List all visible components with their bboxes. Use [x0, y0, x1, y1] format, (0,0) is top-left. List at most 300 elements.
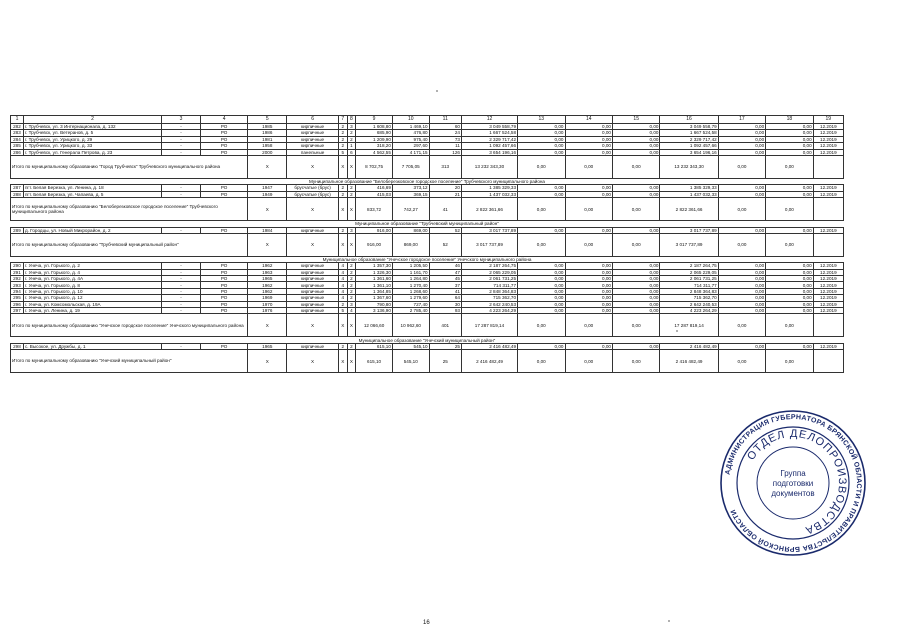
table-cell: 0,00 [565, 282, 612, 288]
scan-speck [668, 620, 670, 622]
table-cell: 292 [11, 276, 24, 282]
table-cell: 0,00 [612, 295, 659, 301]
table-cell: 2 [338, 124, 347, 130]
column-header: 16 [660, 116, 718, 124]
total-row [11, 198, 844, 221]
section-heading: Муниципальное образование "Трубчевский муниципальный район" [11, 221, 844, 227]
table-cell: 1985 [248, 124, 287, 130]
table-cell: РО [200, 149, 247, 155]
table-cell: - [162, 288, 201, 294]
table-cell: 294 [11, 288, 24, 294]
table-cell: 1984 [248, 227, 287, 233]
table-cell: пгт. Белая Березка, ул. Ленина, д. 18 [23, 185, 161, 191]
total-cell: 0,00 [766, 198, 813, 221]
table-cell: 975,40 [392, 136, 429, 142]
table-cell: 4 [338, 263, 347, 269]
table-cell: 0,00 [766, 143, 813, 149]
total-row [11, 155, 844, 178]
total-cell: 0,00 [612, 314, 659, 337]
table-cell: 4 [338, 282, 347, 288]
table-cell: 0,00 [718, 185, 765, 191]
table-cell: 1965 [248, 343, 287, 349]
scan-speck [676, 330, 678, 332]
total-cell: 0,00 [766, 314, 813, 337]
table-cell: 2 [338, 343, 347, 349]
table-cell: 0,00 [766, 185, 813, 191]
table-cell: 285 [11, 143, 24, 149]
table-cell: 12.2019 [813, 295, 843, 301]
table-cell: 2 [347, 191, 356, 197]
column-header: 8 [347, 116, 356, 124]
table-cell: - [162, 227, 201, 233]
table-cell: г. Трубчевск, ул. Урицкого, д. 29 [23, 136, 161, 142]
stamp-outer-text: АДМИНИСТРАЦИЯ ГУБЕРНАТОРА БРЯНСКОЙ ОБЛАСТИ И ПРАВИТЕЛЬСТВА БРЯНСКОЙ ОБЛАСТИ [724, 413, 863, 553]
table-cell: 2 [347, 295, 356, 301]
total-cell: 0,00 [518, 198, 565, 221]
table-cell: 2000 [248, 149, 287, 155]
table-cell: 1 367,60 [356, 295, 393, 301]
table-cell: г. Трубчевск, ул. Генерала Петрова, д. 23 [23, 149, 161, 155]
table-cell: 93 [429, 308, 461, 314]
column-header: 11 [429, 116, 461, 124]
table-cell: 0,00 [766, 263, 813, 269]
table-cell: 0,00 [766, 282, 813, 288]
table-cell: 0,00 [518, 191, 565, 197]
table-cell: 1965 [248, 276, 287, 282]
table-cell: 0,00 [518, 124, 565, 130]
table-cell: 1947 [248, 185, 287, 191]
table-cell: 0,00 [518, 295, 565, 301]
register-table-sheet [10, 115, 844, 373]
total-cell: 916,00 [356, 233, 393, 256]
table-cell: 12.2019 [813, 149, 843, 155]
table-cell: 25 [429, 343, 461, 349]
total-cell: 17 287 819,14 [461, 314, 517, 337]
table-cell: 0,00 [612, 263, 659, 269]
column-header: 7 [338, 116, 347, 124]
table-cell: 0,00 [766, 343, 813, 349]
table-cell: г. Трубчевск, ул. Ветеранов, д. 5 [23, 130, 161, 136]
table-cell: 3 049 558,79 [660, 124, 718, 130]
total-cell: 0,00 [718, 350, 765, 373]
total-cell: 313 [429, 155, 461, 178]
table-cell: 0,00 [766, 301, 813, 307]
table-cell: РО [200, 308, 247, 314]
total-cell: 12 066,60 [356, 314, 393, 337]
table-cell: 2 416 482,49 [660, 343, 718, 349]
table-cell: 2 [347, 343, 356, 349]
table-cell: - [162, 149, 201, 155]
table-cell: 373,12 [392, 185, 429, 191]
table-cell: 916,00 [356, 227, 393, 233]
stamp-center-line-1: Группа [780, 469, 806, 478]
table-cell: 0,00 [718, 308, 765, 314]
total-cell: 0,00 [612, 233, 659, 256]
table-cell: 3 [347, 227, 356, 233]
total-cell-empty [813, 233, 843, 256]
table-cell: 1969 [248, 295, 287, 301]
table-cell: 2 [338, 227, 347, 233]
column-header: 5 [248, 116, 287, 124]
table-cell: 126 [429, 149, 461, 155]
table-cell: кирпичные [287, 143, 339, 149]
table-cell: г. Трубчевск, ул. 3 Интернационала, д. 132 [23, 124, 161, 130]
table-cell: 2 642 240,53 [660, 301, 718, 307]
table-cell: 3 654 196,16 [660, 149, 718, 155]
table-cell: 0,00 [766, 227, 813, 233]
table-cell: - [162, 282, 201, 288]
section-heading: Муниципальное образование "Унечский муниципальный район" [11, 337, 844, 343]
table-cell: 2 848 364,83 [660, 288, 718, 294]
table-cell: 0,00 [718, 288, 765, 294]
total-cell: X [248, 198, 287, 221]
table-cell: 295 [11, 295, 24, 301]
table-cell: 0,00 [718, 295, 765, 301]
table-cell: 1970 [248, 301, 287, 307]
table-cell: РО [200, 185, 247, 191]
table-cell: - [162, 269, 201, 275]
total-cell: 0,00 [718, 233, 765, 256]
table-cell: 615,10 [356, 343, 393, 349]
table-cell: 0,00 [612, 143, 659, 149]
table-cell: 2 [338, 185, 347, 191]
table-cell: 1 [347, 143, 356, 149]
table-cell: 6 [347, 149, 356, 155]
total-cell: 0,00 [718, 314, 765, 337]
table-cell: 1 385 329,33 [461, 185, 517, 191]
total-cell: 615,10 [356, 350, 393, 373]
table-cell: кирпичные [287, 308, 339, 314]
table-cell: 715 362,70 [461, 295, 517, 301]
table-cell: 0,00 [718, 191, 765, 197]
table-cell: 297,60 [392, 143, 429, 149]
table-cell: 2 [347, 282, 356, 288]
table-cell: 2 [338, 143, 347, 149]
table-cell: 0,00 [565, 269, 612, 275]
table-cell: кирпичные [287, 269, 339, 275]
table-cell: 0,00 [718, 143, 765, 149]
table-cell: кирпичные [287, 263, 339, 269]
total-cell: 0,00 [518, 350, 565, 373]
table-cell: г. Унеча, ул. Горького, д. 8 [23, 282, 161, 288]
table-cell: - [162, 130, 201, 136]
stamp-middle-text: ОТДЕЛ ДЕЛОПРОИЗВОДСТВА [745, 427, 849, 537]
table-cell: 1 361,60 [356, 276, 393, 282]
table-cell: 12.2019 [813, 124, 843, 130]
table-cell: 11 [429, 143, 461, 149]
table-cell: 1 279,60 [392, 295, 429, 301]
table-cell: 0,00 [718, 276, 765, 282]
total-cell: 2 416 482,49 [660, 350, 718, 373]
table-cell: 0,00 [565, 191, 612, 197]
total-cell: X [287, 314, 339, 337]
table-cell: 1962 [248, 263, 287, 269]
total-cell: 8 702,75 [356, 155, 393, 178]
table-cell: кирпичные [287, 130, 339, 136]
table-cell: 2 785,40 [392, 308, 429, 314]
table-cell: 0,00 [565, 343, 612, 349]
table-cell: 0,00 [766, 308, 813, 314]
table-cell: - [162, 263, 201, 269]
table-cell: 297 [11, 308, 24, 314]
total-cell: X [347, 314, 356, 337]
table-cell: 2 [347, 263, 356, 269]
table-cell: 30 [429, 301, 461, 307]
page-number: 16 [423, 620, 430, 626]
table-cell: 2 329 717,42 [660, 136, 718, 142]
total-cell: 0,00 [565, 314, 612, 337]
table-cell: г. Унеча, ул. Горького, д. 4А [23, 276, 161, 282]
table-cell: 869,00 [392, 227, 429, 233]
table-cell: 727,40 [392, 301, 429, 307]
table-cell: г. Трубчевск, ул. Урицкого, д. 33 [23, 143, 161, 149]
table-cell: 0,00 [766, 191, 813, 197]
table-cell: 0,00 [518, 308, 565, 314]
table-cell: 0,00 [518, 227, 565, 233]
table-cell: 4 [338, 276, 347, 282]
table-cell: 1 364,85 [356, 288, 393, 294]
table-cell: 283 [11, 130, 24, 136]
table-cell: РО [200, 301, 247, 307]
table-cell: кирпичные [287, 288, 339, 294]
table-cell: 0,00 [718, 269, 765, 275]
table-cell: 1 092 457,66 [660, 143, 718, 149]
table-cell: РО [200, 263, 247, 269]
table-cell: 0,00 [565, 263, 612, 269]
total-cell: 0,00 [766, 233, 813, 256]
table-cell: 2 848 364,83 [461, 288, 517, 294]
total-label: Итого по муниципальному образованию "Унечский муниципальный район" [11, 350, 248, 373]
table-cell: 12.2019 [813, 191, 843, 197]
table-cell: 2 187 264,75 [660, 263, 718, 269]
table-cell: 0,00 [518, 130, 565, 136]
total-cell: 52 [429, 233, 461, 256]
table-cell: 298 [11, 343, 24, 349]
column-header: 6 [287, 116, 339, 124]
table-cell: 0,00 [518, 301, 565, 307]
section-heading: Муниципальное образование "Белоберезковское городское поселение" Трубчевского муниципального района [11, 178, 844, 184]
table-cell: - [162, 276, 201, 282]
table-cell: 2 [338, 301, 347, 307]
total-cell: 0,00 [612, 155, 659, 178]
table-cell: 1 268,60 [392, 288, 429, 294]
total-label: Итого по муниципальному образованию "Белоберезковское городское поселение" Трубчевского муниципального района [11, 198, 248, 221]
table-cell: 0,00 [518, 185, 565, 191]
header-row [11, 116, 844, 124]
table-cell: 290 [11, 263, 24, 269]
table-cell: 2 642 240,53 [461, 301, 517, 307]
table-cell: 12.2019 [813, 136, 843, 142]
total-label: Итого по муниципальному образованию "Трубчевский муниципальный район" [11, 233, 248, 256]
table-cell: 0,00 [518, 343, 565, 349]
table-cell: 291 [11, 269, 24, 275]
table-cell: 282 [11, 124, 24, 130]
table-cell: 1962 [248, 288, 287, 294]
total-cell: 0,00 [565, 198, 612, 221]
total-cell: 0,00 [766, 350, 813, 373]
column-header: 14 [565, 116, 612, 124]
table-cell: 685,90 [356, 130, 393, 136]
table-cell: РО [200, 295, 247, 301]
table-cell: 0,00 [565, 185, 612, 191]
table-cell: - [162, 343, 201, 349]
table-cell: РО [200, 269, 247, 275]
column-header: 2 [23, 116, 161, 124]
table-cell: 0,00 [766, 288, 813, 294]
table-cell: 2 [347, 136, 356, 142]
table-cell: кирпичные [287, 276, 339, 282]
table-cell: - [162, 124, 201, 130]
table-cell: 12.2019 [813, 130, 843, 136]
total-cell: X [347, 350, 356, 373]
total-cell: 0,00 [565, 155, 612, 178]
table-cell: 1 608,80 [356, 124, 393, 130]
table-cell: 1 667 524,58 [660, 130, 718, 136]
table-cell: 0,00 [518, 263, 565, 269]
table-cell: РО [200, 136, 247, 142]
table-cell: 0,00 [612, 282, 659, 288]
table-cell: 1 385 329,33 [660, 185, 718, 191]
total-cell: 7 705,05 [392, 155, 429, 178]
total-cell-empty [813, 314, 843, 337]
table-cell: 0,00 [612, 301, 659, 307]
table-cell: 415,03 [356, 191, 393, 197]
total-cell: 0,00 [565, 350, 612, 373]
total-cell: 0,00 [766, 155, 813, 178]
table-cell: 1 264,80 [392, 276, 429, 282]
table-cell: кирпичные [287, 282, 339, 288]
table-cell: кирпичные [287, 136, 339, 142]
table-cell: кирпичные [287, 227, 339, 233]
table-cell: г. Унеча, ул. Горького, д. 12 [23, 295, 161, 301]
table-cell: - [162, 143, 201, 149]
table-cell: 0,00 [612, 308, 659, 314]
table-cell: 4 562,55 [356, 149, 393, 155]
table-cell: 47 [429, 269, 461, 275]
column-header: 13 [518, 116, 565, 124]
table-cell: 2 065 229,05 [660, 269, 718, 275]
total-cell: 0,00 [518, 314, 565, 337]
total-cell: 41 [429, 198, 461, 221]
table-cell: 1 361,10 [356, 282, 393, 288]
table-cell: РО [200, 227, 247, 233]
table-cell: 790,80 [356, 301, 393, 307]
table-cell: 0,00 [718, 124, 765, 130]
table-cell: 4 223 264,29 [660, 308, 718, 314]
table-cell: 1963 [248, 269, 287, 275]
total-label: Итого по муниципальному образованию "Унечское городское поселение" Унечского муниципального района [11, 314, 248, 337]
column-header: 4 [200, 116, 247, 124]
table-cell: 4 [347, 308, 356, 314]
table-cell: РО [200, 124, 247, 130]
table-cell: 476,80 [392, 130, 429, 136]
table-cell: 1949 [248, 191, 287, 197]
table-cell: 0,00 [718, 301, 765, 307]
table-cell: 369,15 [392, 191, 429, 197]
total-cell: 0,00 [718, 198, 765, 221]
table-cell: РО [200, 191, 247, 197]
table-cell: 3 654 196,16 [461, 149, 517, 155]
table-cell: 318,20 [356, 143, 393, 149]
total-cell: 13 232 343,30 [660, 155, 718, 178]
total-cell: X [338, 155, 347, 178]
table-cell: 0,00 [766, 136, 813, 142]
table-cell: 2 [338, 191, 347, 197]
table-cell: 4 223 264,29 [461, 308, 517, 314]
table-cell: 41 [429, 288, 461, 294]
table-cell: 0,00 [565, 288, 612, 294]
table-cell: 0,00 [612, 124, 659, 130]
total-cell: 869,00 [392, 233, 429, 256]
total-cell: 2 822 361,66 [461, 198, 517, 221]
table-cell: 4 171,15 [392, 149, 429, 155]
table-cell: 2 [347, 276, 356, 282]
table-cell: 0,00 [718, 130, 765, 136]
table-cell: 46 [429, 263, 461, 269]
total-cell: 0,00 [718, 155, 765, 178]
table-cell: 12.2019 [813, 143, 843, 149]
table-cell: 2 [347, 185, 356, 191]
table-cell: 0,00 [565, 143, 612, 149]
total-cell: 0,00 [612, 350, 659, 373]
table-cell: 0,00 [518, 282, 565, 288]
table-cell: 2 [347, 269, 356, 275]
table-cell: 12.2019 [813, 282, 843, 288]
table-cell: 12.2019 [813, 276, 843, 282]
table-cell: РО [200, 288, 247, 294]
stamp-center-line-3: документов [771, 489, 815, 498]
table-cell: 287 [11, 185, 24, 191]
table-cell: 3 017 737,89 [660, 227, 718, 233]
table-cell: 2 [347, 130, 356, 136]
table-cell: 0,00 [612, 288, 659, 294]
table-cell: 0,00 [718, 136, 765, 142]
table-cell: 12.2019 [813, 269, 843, 275]
table-cell: 1 209,90 [356, 136, 393, 142]
table-cell: 0,00 [766, 276, 813, 282]
total-cell-empty [813, 155, 843, 178]
table-cell: 0,00 [518, 276, 565, 282]
table-cell: 0,00 [766, 149, 813, 155]
table-cell: 1981 [248, 136, 287, 142]
table-cell: 1 205,50 [392, 263, 429, 269]
table-cell: 0,00 [565, 276, 612, 282]
table-cell: 60 [429, 124, 461, 130]
table-cell: 0,00 [612, 130, 659, 136]
table-cell: РО [200, 276, 247, 282]
table-cell: 1 161,70 [392, 269, 429, 275]
table-cell: 714 311,77 [461, 282, 517, 288]
table-cell: 0,00 [612, 149, 659, 155]
scan-speck [436, 90, 438, 92]
table-cell: 0,00 [766, 124, 813, 130]
table-cell: г. Унеча, ул. Ленина, д. 19 [23, 308, 161, 314]
total-cell: 13 232 343,30 [461, 155, 517, 178]
column-header: 1 [11, 116, 24, 124]
total-cell: 0,00 [612, 198, 659, 221]
total-cell: X [248, 350, 287, 373]
column-header: 9 [356, 116, 393, 124]
table-cell: 2 [338, 130, 347, 136]
table-cell: 0,00 [612, 227, 659, 233]
table-cell: 2 416 482,49 [461, 343, 517, 349]
total-cell: X [287, 155, 339, 178]
table-cell: 0,00 [518, 149, 565, 155]
table-cell: 286 [11, 149, 24, 155]
table-cell: 0,00 [612, 343, 659, 349]
table-cell: - [162, 295, 201, 301]
table-cell: 64 [429, 295, 461, 301]
